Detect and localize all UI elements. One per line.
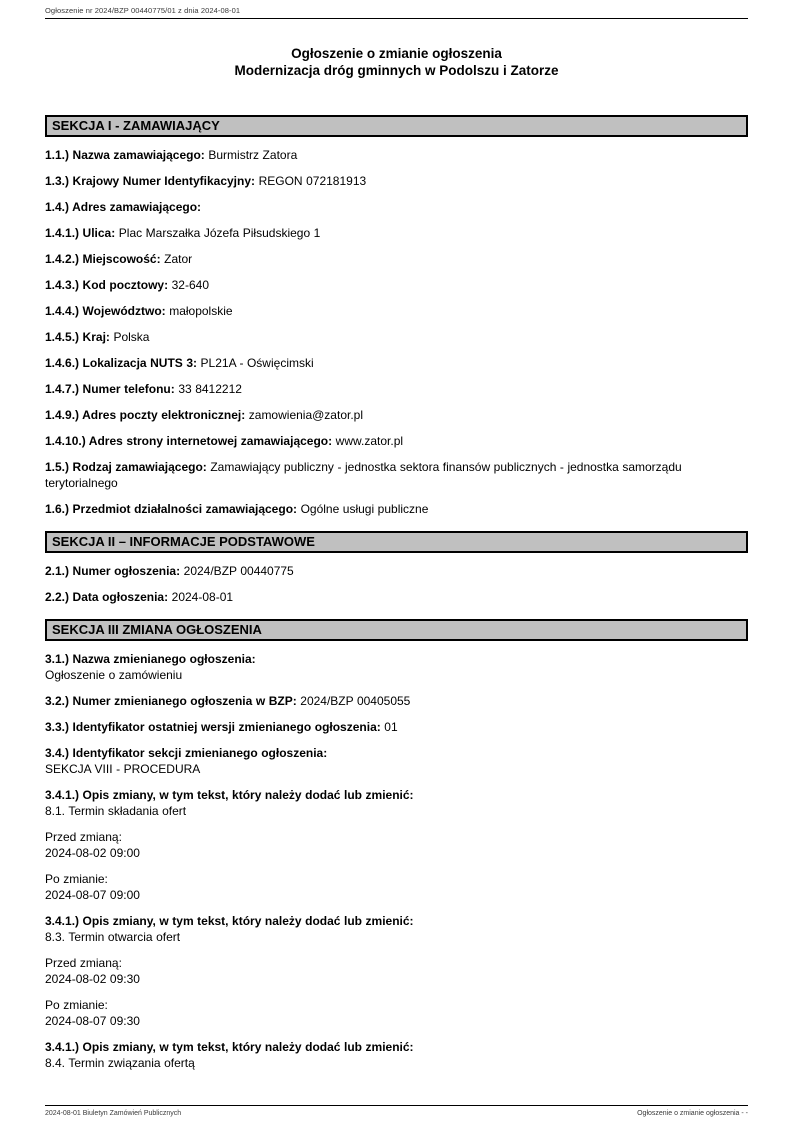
section-heading-bar: SEKCJA II – INFORMACJE PODSTAWOWE [45, 531, 748, 553]
field-row [45, 913, 748, 945]
field-row [45, 251, 748, 267]
field-value: SEKCJA VIII - PROCEDURA [45, 762, 201, 776]
field-value: Burmistrz Zatora [208, 148, 298, 162]
note-line: 2024-08-07 09:00 [45, 888, 140, 902]
field-label: 1.3.) Krajowy Numer Identyfikacyjny: [45, 174, 256, 188]
field-row [45, 1039, 748, 1071]
field-value: zamowienia@zator.pl [248, 408, 363, 422]
field-label: 3.2.) Numer zmienianego ogłoszenia w BZP: [45, 694, 297, 708]
field-value: Zator [164, 252, 193, 266]
field-label: 1.4.6.) Lokalizacja NUTS 3: [45, 356, 197, 370]
field-label: 1.1.) Nazwa zamawiającego: [45, 148, 205, 162]
field-row [45, 787, 748, 819]
field-value: 32-640 [171, 278, 209, 292]
field-value: Plac Marszałka Józefa Piłsudskiego 1 [118, 226, 321, 240]
field-value: www.zator.pl [335, 434, 404, 448]
document-title [45, 45, 748, 79]
field-row [45, 199, 748, 215]
title-line-order-name: Modernizacja dróg gminnych w Podolszu i Zatorze [234, 63, 559, 78]
footer-text-row [45, 1110, 748, 1117]
field-row [45, 433, 748, 449]
field-row [45, 459, 748, 491]
field-label: 3.4.1.) Opis zmiany, w tym tekst, który należy dodać lub zmienić: [45, 1040, 414, 1054]
change-note [45, 955, 748, 987]
field-value: Ogólne usługi publiczne [300, 502, 429, 516]
field-label: 1.4.4.) Województwo: [45, 304, 166, 318]
field-label: 2.2.) Data ogłoszenia: [45, 590, 169, 604]
note-line: 2024-08-02 09:00 [45, 846, 140, 860]
field-row [45, 303, 748, 319]
footer-divider [45, 1105, 748, 1106]
field-label: 3.4.1.) Opis zmiany, w tym tekst, który należy dodać lub zmienić: [45, 788, 414, 802]
note-line: Po zmianie: [45, 998, 108, 1012]
field-value: 8.4. Termin związania ofertą [45, 1056, 195, 1070]
title-line-announcement-type: Ogłoszenie o zmianie ogłoszenia [291, 46, 502, 61]
field-row [45, 407, 748, 423]
field-value: 2024/BZP 00405055 [300, 694, 411, 708]
footer-right: Ogłoszenie o zmianie ogłoszenia - - [637, 1110, 748, 1117]
field-value: PL21A - Oświęcimski [200, 356, 314, 370]
field-value: Zamawiający publiczny - jednostka sektora finansów publicznych - jednostka samorządu terytorialnego [45, 460, 682, 490]
field-row [45, 147, 748, 163]
footer-left: 2024-08-01 Biuletyn Zamówień Publicznych [45, 1110, 182, 1117]
field-value: Polska [113, 330, 150, 344]
field-row [45, 329, 748, 345]
section-2 [45, 531, 748, 605]
field-label: 1.4.9.) Adres poczty elektronicznej: [45, 408, 246, 422]
field-label: 1.6.) Przedmiot działalności zamawiającego: [45, 502, 298, 516]
field-row [45, 745, 748, 777]
field-row [45, 355, 748, 371]
field-label: 1.4.3.) Kod pocztowy: [45, 278, 169, 292]
field-value: Ogłoszenie o zamówieniu [45, 668, 183, 682]
field-value: 33 8412212 [178, 382, 242, 396]
field-value: 8.1. Termin składania ofert [45, 804, 187, 818]
change-note [45, 871, 748, 903]
field-value: 2024/BZP 00440775 [183, 564, 294, 578]
field-value: REGON 072181913 [258, 174, 367, 188]
note-line: 2024-08-02 09:30 [45, 972, 140, 986]
note-line: Przed zmianą: [45, 830, 122, 844]
section-3 [45, 619, 748, 1071]
field-value: 01 [384, 720, 398, 734]
section-heading-bar: SEKCJA III ZMIANA OGŁOSZENIA [45, 619, 748, 641]
section-1 [45, 115, 748, 517]
field-value: 2024-08-01 [171, 590, 234, 604]
field-value: małopolskie [169, 304, 233, 318]
sections-container [45, 115, 748, 1071]
field-label: 2.1.) Numer ogłoszenia: [45, 564, 181, 578]
page-header-note: Ogłoszenie nr 2024/BZP 00440775/01 z dnia 2024-08-01 [45, 6, 241, 15]
field-label: 3.4.1.) Opis zmiany, w tym tekst, który należy dodać lub zmienić: [45, 914, 414, 928]
field-label: 3.1.) Nazwa zmienianego ogłoszenia: [45, 652, 256, 666]
note-line: Po zmianie: [45, 872, 108, 886]
note-line: 2024-08-07 09:30 [45, 1014, 140, 1028]
header-divider [45, 18, 748, 19]
field-row [45, 173, 748, 189]
change-note [45, 997, 748, 1029]
field-label: 1.4.10.) Adres strony internetowej zamawiającego: [45, 434, 333, 448]
note-line: Przed zmianą: [45, 956, 122, 970]
field-label: 1.4.7.) Numer telefonu: [45, 382, 175, 396]
section-heading-bar: SEKCJA I - ZAMAWIAJĄCY [45, 115, 748, 137]
field-label: 1.4.5.) Kraj: [45, 330, 110, 344]
field-row [45, 693, 748, 709]
page-footer [45, 1105, 748, 1117]
field-row [45, 381, 748, 397]
field-label: 1.4.2.) Miejscowość: [45, 252, 161, 266]
field-label: 3.3.) Identyfikator ostatniej wersji zmienianego ogłoszenia: [45, 720, 381, 734]
field-row [45, 277, 748, 293]
field-label: 1.4.1.) Ulica: [45, 226, 116, 240]
field-label: 3.4.) Identyfikator sekcji zmienianego ogłoszenia: [45, 746, 328, 760]
field-label: 1.4.) Adres zamawiającego: [45, 200, 202, 214]
field-row [45, 563, 748, 579]
field-row [45, 589, 748, 605]
change-note [45, 829, 748, 861]
field-row [45, 651, 748, 683]
field-row [45, 501, 748, 517]
field-label: 1.5.) Rodzaj zamawiającego: [45, 460, 207, 474]
field-row [45, 225, 748, 241]
field-value: 8.3. Termin otwarcia ofert [45, 930, 181, 944]
field-row [45, 719, 748, 735]
